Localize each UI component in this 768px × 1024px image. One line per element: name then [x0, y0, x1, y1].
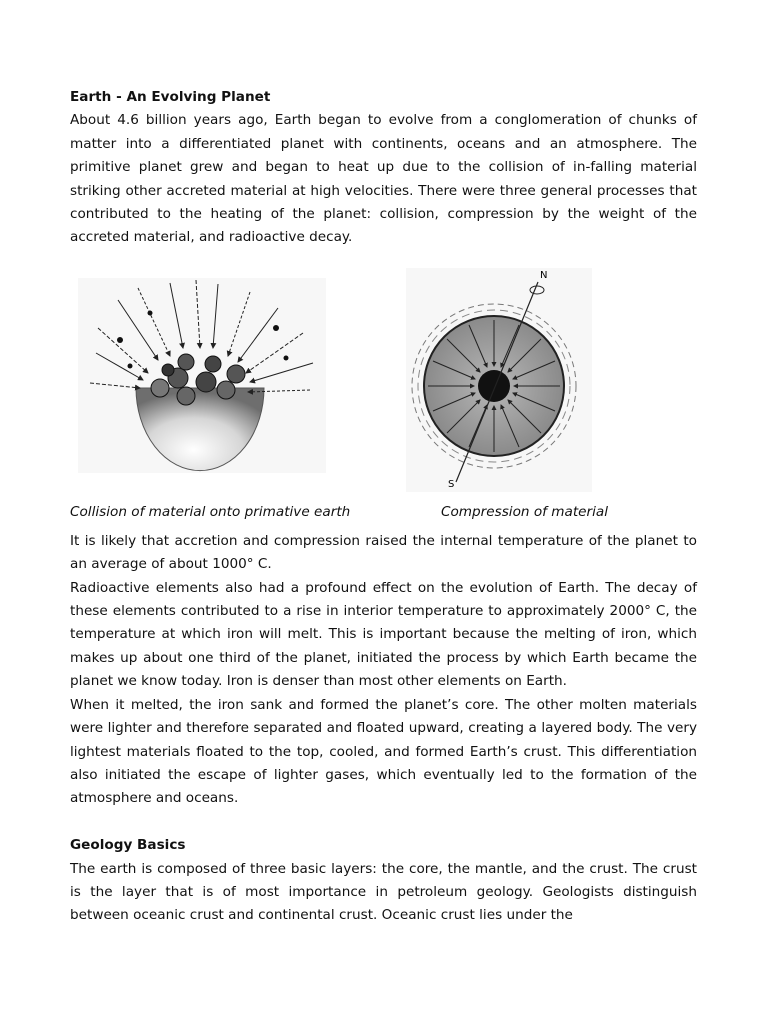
document-page: [70, 86, 697, 928]
accretion-paragraph: It is likely that accretion and compression raised the internal temperature of the planet to an average of about 1000° C.: [70, 532, 697, 573]
geology-basics-paragraph: The earth is composed of three basic layers: the core, the mantle, and the crust. The crust is the layer that is of most importance in petroleum geology. Geologists distinguish between oceanic crust and continental crust. Oceanic crust lies under the: [70, 860, 697, 924]
compression-caption: Compression of material: [441, 503, 608, 520]
collision-caption: Collision of material onto primative earth: [70, 503, 351, 520]
section-heading-evolving-planet: Earth - An Evolving Planet: [70, 89, 271, 105]
figures-row: [70, 268, 697, 530]
intro-paragraph: About 4.6 billion years ago, Earth began to evolve from a conglomeration of chunks of matter into a differentiated planet with continents, oceans and an atmosphere. The primitive planet grew and began to heat up due to the collision of in-falling material striking other accreted material at high velocities. There were three general processes that contributed to the heating of the planet: collision, compression by the weight of the accreted material, and radioactive decay.: [70, 112, 697, 246]
section-heading-geology-basics: Geology Basics: [70, 837, 186, 854]
north-label: N: [540, 269, 548, 281]
collision-illustration: [78, 278, 326, 473]
south-label: S: [448, 478, 455, 490]
radioactive-paragraph: Radioactive elements also had a profound effect on the evolution of Earth. The decay of these elements contributed to a rise in interior temperature to approximately 2000° C, the temperature at which iron will melt. This is important because the melting of iron, which makes up about one third of the planet, initiated the process by which Earth became the planet we know today. Iron is denser than most other elements on Earth.: [70, 579, 697, 690]
compression-illustration: [406, 268, 592, 492]
iron-core-paragraph: When it melted, the iron sank and formed the planet’s core. The other molten materials were lighter and therefore separated and floated upward, creating a layered body. The very lightest materials floated to the top, cooled, and formed Earth’s crust. This differentiation also initiated the escape of lighter gases, which eventually led to the formation of the atmosphere and oceans.: [70, 696, 697, 807]
